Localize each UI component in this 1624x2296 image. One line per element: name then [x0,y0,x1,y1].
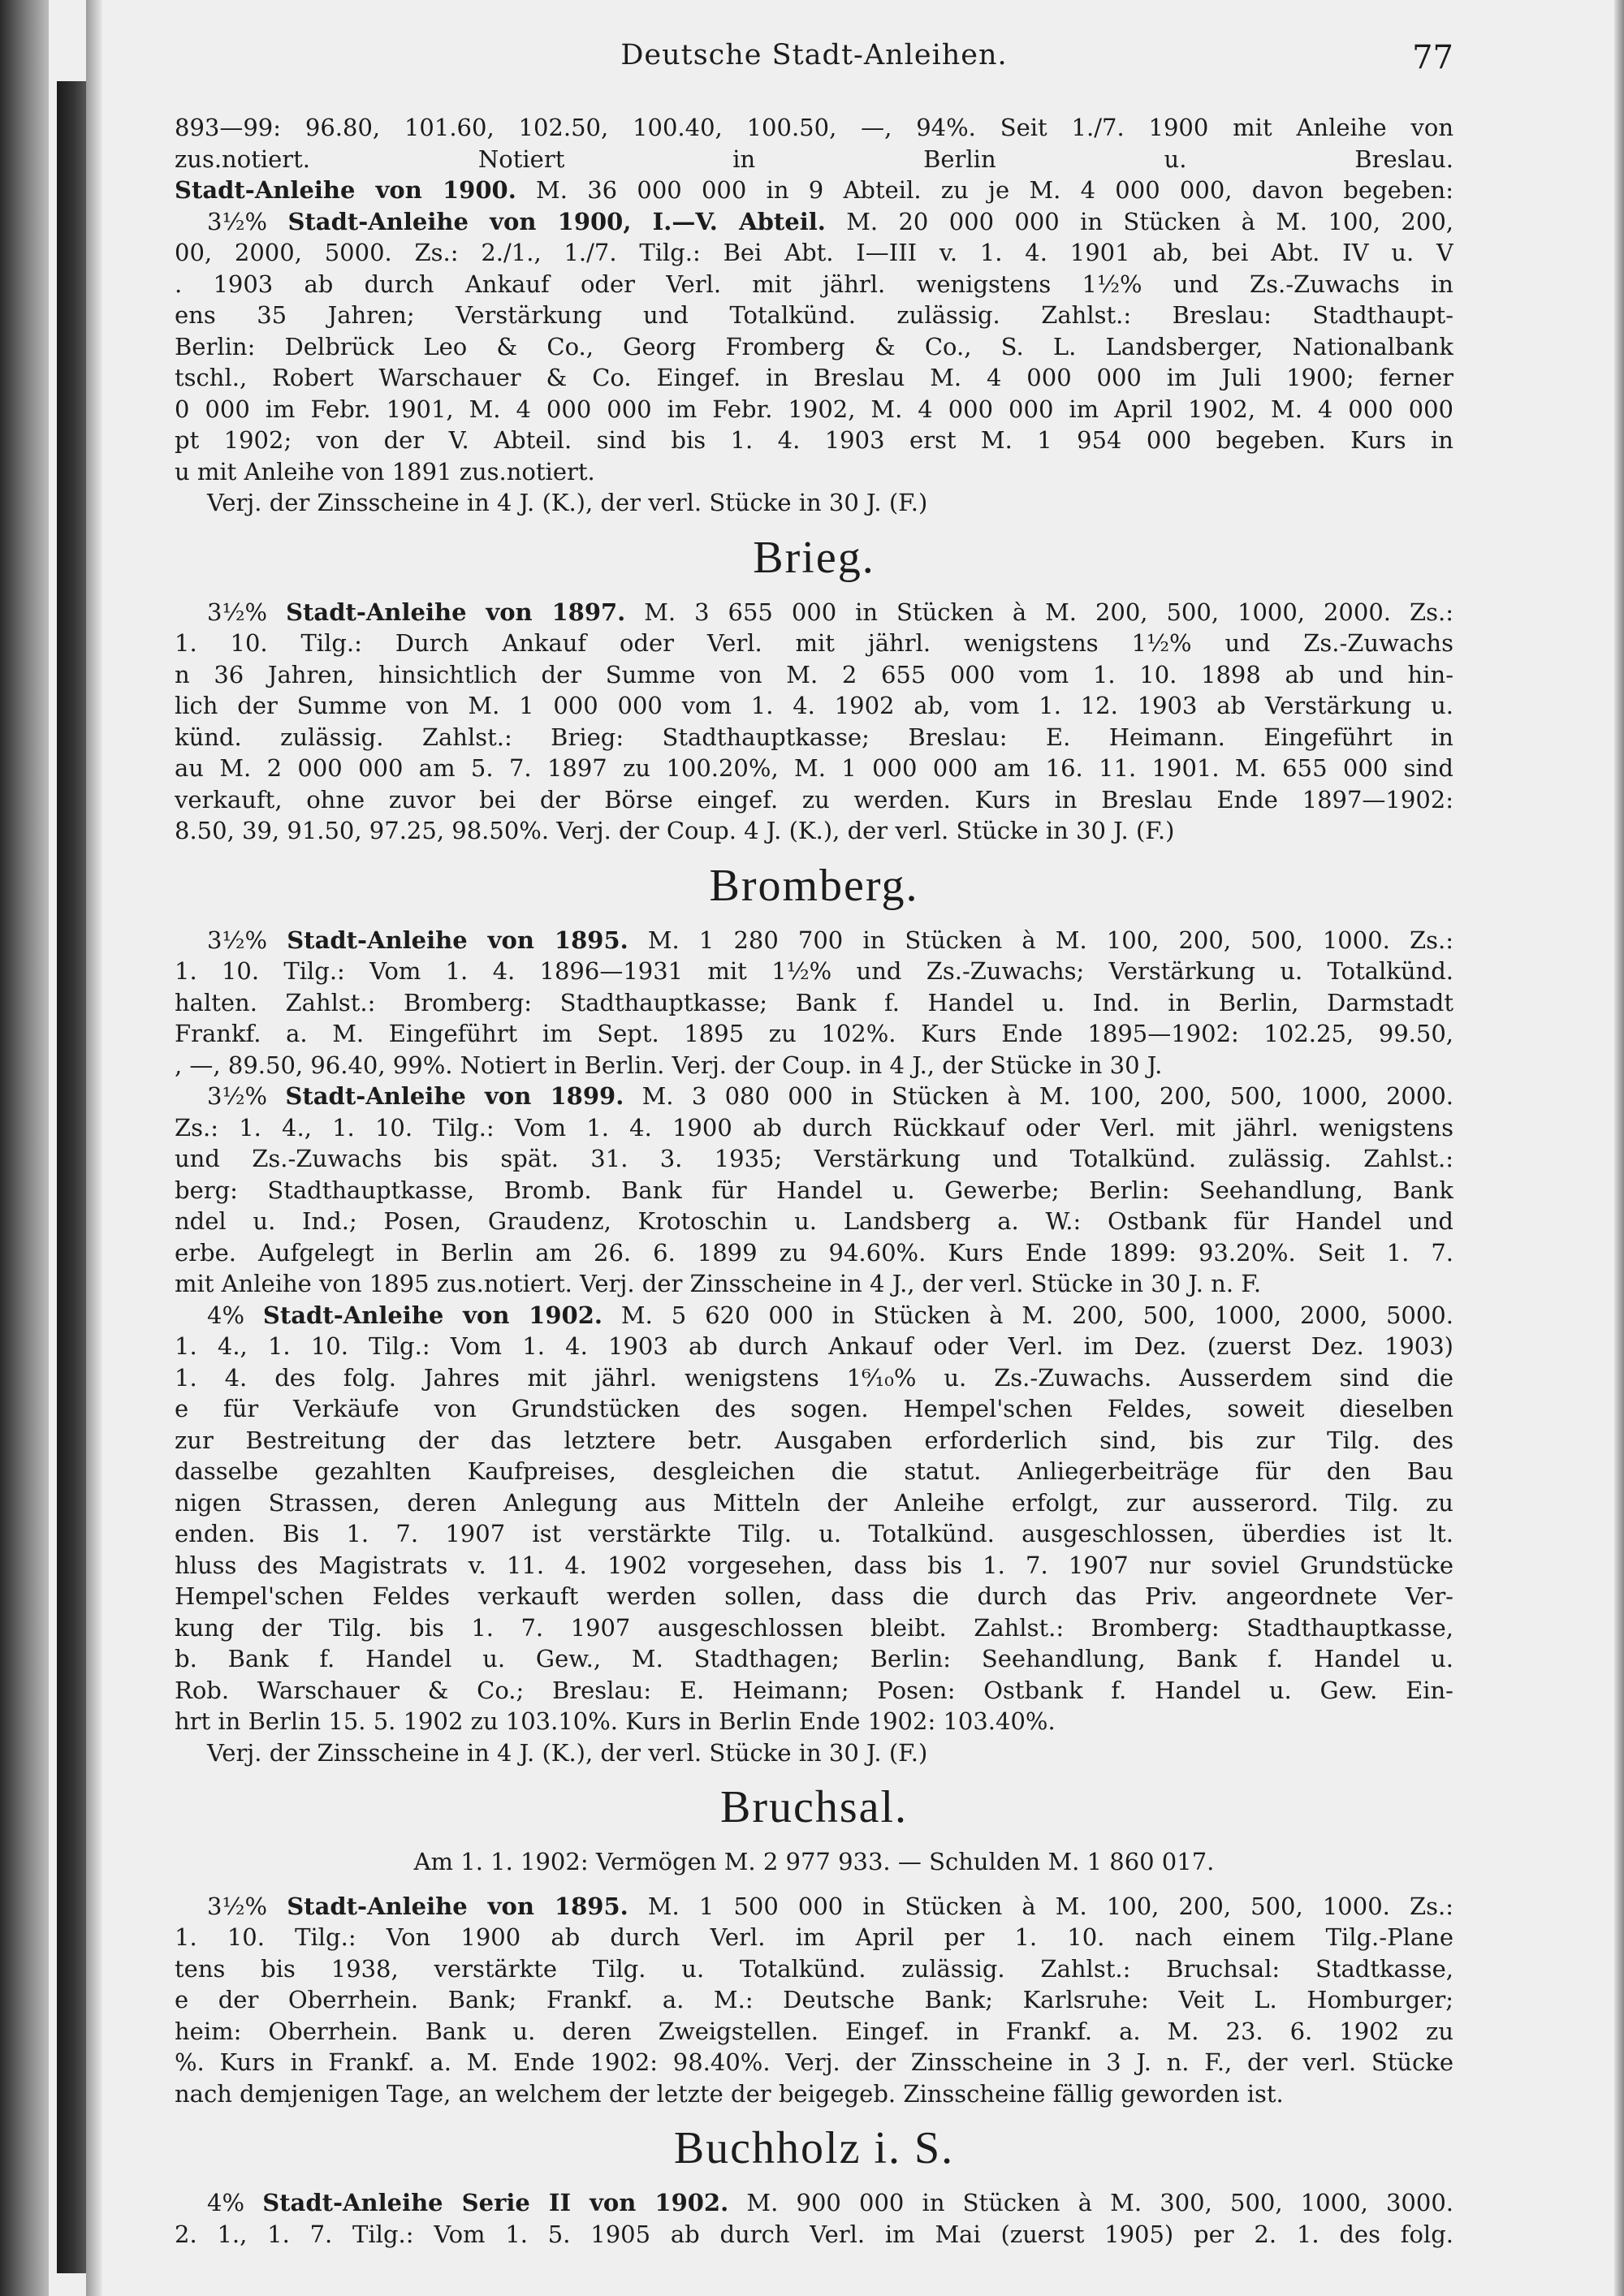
text-line: 1. 10. Tilg.: Vom 1. 4. 1896—1931 mit 1½% und Zs.-Zuwachs; Verstärkung u. Totalkünd. [175,957,1453,985]
text-line: 3½% Stadt-Anleihe von 1895. M. 1 280 700 in Stücken à M. 100, 200, 500, 1000. Zs.: [207,926,1453,954]
text-line: hluss des Magistrats v. 11. 4. 1902 vorgesehen, dass bis 1. 7. 1907 nur soviel Grundstücke [175,1551,1453,1579]
text-line: heim: Oberrhein. Bank u. deren Zweigstellen. Eingef. in Frankf. a. M. 23. 6. 1902 zu [175,2017,1453,2045]
text-line: 0 000 im Febr. 1901, M. 4 000 000 im Febr. 1902, M. 4 000 000 im April 1902, M. 4 000 000 [175,395,1453,423]
city-heading: Buchholz i. S. [673,2123,955,2173]
text-line: 2. 1., 1. 7. Tilg.: Vom 1. 5. 1905 ab durch Verl. im Mai (zuerst 1905) per 2. 1. des folg. [175,2220,1453,2248]
text-line: 4% Stadt-Anleihe von 1902. M. 5 620 000 in Stücken à M. 200, 500, 1000, 2000, 5000. [207,1301,1453,1329]
text-line: zus.notiert. Notiert in Berlin u. Breslau. [175,145,1453,173]
text-line: e der Oberrhein. Bank; Frankf. a. M.: Deutsche Bank; Karlsruhe: Veit L. Homburger; [175,1986,1453,2013]
text-line: Verj. der Zinsscheine in 4 J. (K.), der verl. Stücke in 30 J. (F.) [207,1738,928,1767]
page-number: 77 [1412,39,1453,76]
page-content [175,112,1453,2250]
text-line: verkauft, ohne zuvor bei der Börse eingef. zu werden. Kurs in Breslau Ende 1897—1902: [175,785,1453,814]
text-line: erbe. Aufgelegt in Berlin am 26. 6. 1899 zu 94.60%. Kurs Ende 1899: 93.20%. Seit 1. 7. [175,1238,1453,1267]
text-line: hrt in Berlin 15. 5. 1902 zu 103.10%. Kurs in Berlin Ende 1902: 103.40%. [175,1707,1056,1735]
text-line: b. Bank f. Handel u. Gew., M. Stadthagen; Berlin: Seehandlung, Bank f. Handel u. [175,1645,1453,1672]
text-line: %. Kurs in Frankf. a. M. Ende 1902: 98.40%. Verj. der Zinsscheine in 3 J. n. F., der verl. Stücke [175,2048,1453,2076]
text-line: 1. 4., 1. 10. Tilg.: Vom 1. 4. 1903 ab durch Ankauf oder Verl. im Dez. (zuerst Dez. 1903) [175,1332,1453,1360]
page-right-edge [1614,0,1624,2296]
text-line: 893—99: 96.80, 101.60, 102.50, 100.40, 100.50, —, 94%. Seit 1./7. 1900 mit Anleihe von [175,114,1453,141]
text-line: 1. 4. des folg. Jahres mit jährl. wenigstens 1⁶⁄₁₀% u. Zs.-Zuwachs. Ausserdem sind die [175,1363,1453,1392]
text-line: Stadt-Anleihe von 1900. M. 36 000 000 in 9 Abteil. zu je M. 4 000 000, davon begeben: [175,176,1453,204]
text-line: lich der Summe von M. 1 000 000 vom 1. 4. 1902 ab, vom 1. 12. 1903 ab Verstärkung u. [175,692,1453,719]
text-line: Verj. der Zinsscheine in 4 J. (K.), der verl. Stücke in 30 J. (F.) [207,489,928,516]
text-line: und Zs.-Zuwachs bis spät. 31. 3. 1935; Verstärkung und Totalkünd. zulässig. Zahlst.: [175,1145,1453,1172]
text-line: 00, 2000, 5000. Zs.: 2./1., 1./7. Tilg.: Bei Abt. I—III v. 1. 4. 1901 ab, bei Abt. IV u. V [175,239,1453,266]
running-title: Deutsche Stadt-Anleihen. [620,39,1008,71]
text-line: tschl., Robert Warschauer & Co. Eingef. in Breslau M. 4 000 000 im Juli 1900; ferner [175,364,1453,391]
city-summary: Am 1. 1. 1902: Vermögen M. 2 977 933. — Schulden M. 1 860 017. [413,1848,1215,1875]
text-line: n 36 Jahren, hinsichtlich der Summe von M. 2 655 000 vom 1. 10. 1898 ab und hin- [175,660,1453,688]
text-line: enden. Bis 1. 7. 1907 ist verstärkte Tilg. u. Totalkünd. ausgeschlossen, überdies ist lt. [175,1520,1453,1547]
text-line: künd. zulässig. Zahlst.: Brieg: Stadthauptkasse; Breslau: E. Heimann. Eingeführt in [175,723,1453,751]
text-line: Frankf. a. M. Eingeführt im Sept. 1895 zu 102%. Kurs Ende 1895—1902: 102.25, 99.50, [175,1020,1453,1047]
text-line: dasselbe gezahlten Kaufpreises, desgleichen die statut. Anliegerbeiträge für den Bau [175,1457,1453,1485]
binding-bar [57,81,86,2273]
text-line: nigen Strassen, deren Anlegung aus Mitteln der Anleihe erfolgt, zur ausserord. Tilg. zu [175,1488,1453,1517]
text-line: pt 1902; von der V. Abteil. sind bis 1. 4. 1903 erst M. 1 954 000 begeben. Kurs in [175,426,1453,454]
text-line: . 1903 ab durch Ankauf oder Verl. mit jährl. wenigstens 1½% und Zs.-Zuwachs in [175,270,1453,298]
text-line: Rob. Warschauer & Co.; Breslau: E. Heimann; Posen: Ostbank f. Handel u. Gew. Ein- [175,1676,1453,1704]
text-line: Berlin: Delbrück Leo & Co., Georg Fromberg & Co., S. L. Landsberger, Nationalbank [175,332,1453,360]
text-line: , —, 89.50, 96.40, 99%. Notiert in Berlin. Verj. der Coup. in 4 J., der Stücke in 30 J. [175,1051,1163,1079]
text-line: berg: Stadthauptkasse, Bromb. Bank für Handel u. Gewerbe; Berlin: Seehandlung, Bank [175,1176,1453,1204]
text-line: ndel u. Ind.; Posen, Graudenz, Krotoschin u. Landsberg a. W.: Ostbank für Handel und [175,1207,1453,1235]
text-line: 3½% Stadt-Anleihe von 1900, I.—V. Abteil. M. 20 000 000 in Stücken à M. 100, 200, [207,207,1453,235]
text-line: tens bis 1938, verstärkte Tilg. u. Totalkünd. zulässig. Zahlst.: Bruchsal: Stadtkasse, [175,1954,1453,1983]
running-head [175,39,1453,80]
text-line: u mit Anleihe von 1891 zus.notiert. [175,457,595,486]
text-line: au M. 2 000 000 am 5. 7. 1897 zu 100.20%, M. 1 000 000 am 16. 11. 1901. M. 655 000 sind [175,754,1453,782]
text-line: halten. Zahlst.: Bromberg: Stadthauptkasse; Bank f. Handel u. Ind. in Berlin, Darmstadt [175,988,1453,1016]
text-line: 8.50, 39, 91.50, 97.25, 98.50%. Verj. der Coup. 4 J. (K.), der verl. Stücke in 30 J. (F.) [175,817,1175,844]
text-line: zur Bestreitung der das letztere betr. Ausgaben erforderlich sind, bis zur Tilg. des [175,1426,1453,1454]
text-line: 4% Stadt-Anleihe Serie II von 1902. M. 900 000 in Stücken à M. 300, 500, 1000, 3000. [207,2189,1453,2216]
text-line: nach demjenigen Tage, an welchem der letzte der beigegeb. Zinsscheine fällig geworden ist. [175,2079,1284,2108]
text-line: ens 35 Jahren; Verstärkung und Totalkünd. zulässig. Zahlst.: Breslau: Stadthaupt- [175,301,1453,329]
city-heading: Bruchsal. [719,1782,909,1832]
text-line: Hempel'schen Feldes verkauft werden sollen, dass die durch das Priv. angeordnete Ver- [175,1582,1453,1610]
text-line: Zs.: 1. 4., 1. 10. Tilg.: Vom 1. 4. 1900 ab durch Rückkauf oder Verl. mit jährl. wenigstens [175,1113,1453,1142]
text-line: 3½% Stadt-Anleihe von 1897. M. 3 655 000 in Stücken à M. 200, 500, 1000, 2000. Zs.: [207,598,1453,626]
binding-shadow [0,0,49,2296]
text-line: e für Verkäufe von Grundstücken des sogen. Hempel'schen Feldes, soweit dieselben [175,1395,1453,1422]
text-line: 3½% Stadt-Anleihe von 1899. M. 3 080 000 in Stücken à M. 100, 200, 500, 1000, 2000. [207,1082,1453,1110]
text-line: mit Anleihe von 1895 zus.notiert. Verj. der Zinsscheine in 4 J., der verl. Stücke in 30 J. n. F. [175,1270,1262,1297]
city-heading: Brieg. [753,532,875,583]
text-line: kung der Tilg. bis 1. 7. 1907 ausgeschlossen bleibt. Zahlst.: Bromberg: Stadthauptkasse, [175,1613,1453,1642]
text-line: 1. 10. Tilg.: Durch Ankauf oder Verl. mit jährl. wenigstens 1½% und Zs.-Zuwachs [175,629,1453,657]
text-line: 3½% Stadt-Anleihe von 1895. M. 1 500 000 in Stücken à M. 100, 200, 500, 1000. Zs.: [207,1892,1453,1920]
binding-edge [86,0,102,2296]
text-line: 1. 10. Tilg.: Von 1900 ab durch Verl. im April per 1. 10. nach einem Tilg.-Plane [175,1923,1453,1951]
city-heading: Bromberg. [709,860,919,911]
